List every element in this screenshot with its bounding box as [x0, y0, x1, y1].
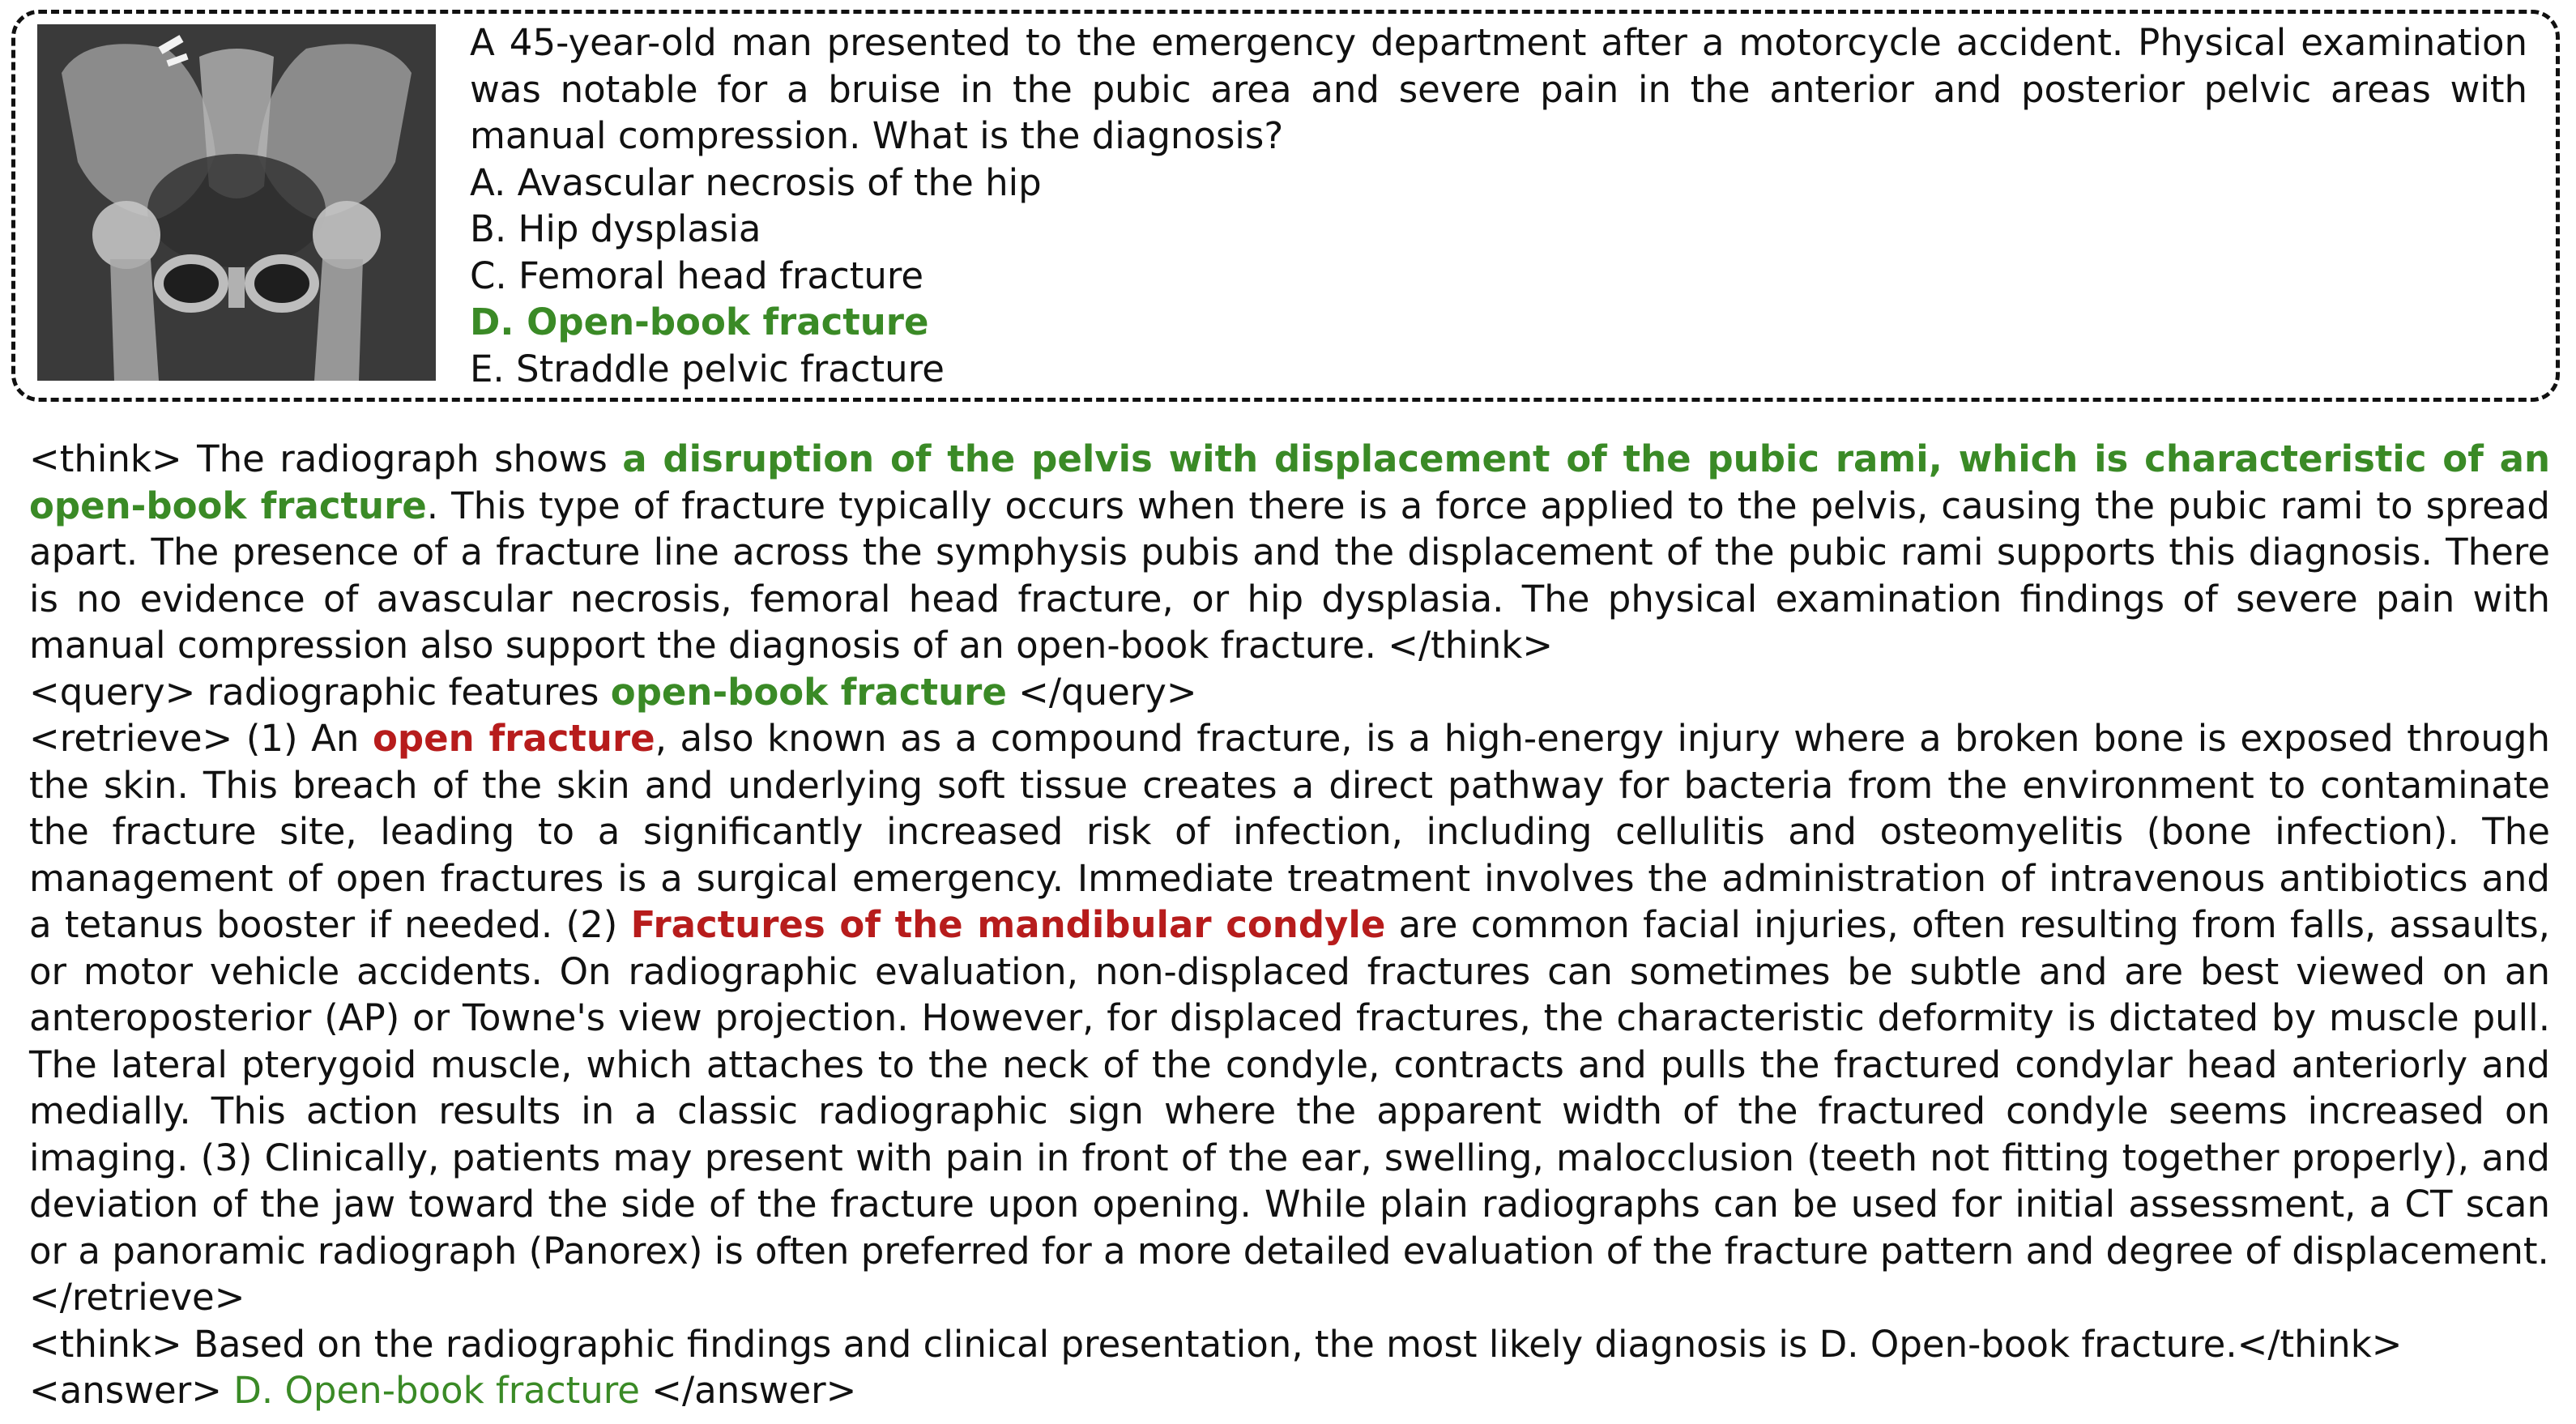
answer-close-tag: </answer>	[639, 1369, 857, 1412]
query-highlight: open-book fracture	[610, 670, 1007, 714]
think-block-2: <think> Based on the radiographic findings and clinical presentation, the most likely diagnosis is D. Open-book fracture.</think>	[29, 1322, 2403, 1366]
retrieve-block	[29, 715, 2550, 1274]
think-close-tag: </think>	[1388, 624, 1554, 667]
option-a: A. Avascular necrosis of the hip	[470, 160, 1042, 204]
query-open-tag: <query>	[29, 670, 196, 714]
retrieve-highlight-mandibular: Fractures of the mandibular condyle	[630, 903, 1386, 946]
retrieve-part1-pre: (1) An	[232, 717, 373, 760]
retrieve-open-tag: <retrieve>	[29, 717, 233, 760]
answer-open-tag: <answer>	[29, 1369, 234, 1412]
think-block-1	[29, 436, 2550, 669]
option-e: E. Straddle pelvic fracture	[470, 347, 945, 390]
option-c: C. Femoral head fracture	[470, 254, 924, 297]
option-b: B. Hip dysplasia	[470, 207, 761, 250]
answer-block	[29, 1367, 2550, 1414]
query-text-pre: radiographic features	[195, 670, 611, 714]
retrieve-close-tag: </retrieve>	[29, 1276, 245, 1319]
think-highlight: a disruption of the pelvis with displacement of the pubic rami, which is characteristic of an open-book fracture	[29, 437, 2550, 527]
retrieve-part1-post: , also known as a compound fracture, is a high-energy injury where a broken bone is exposed through the skin. This breach of the skin and underlying soft tissue creates a direct pathway for bacteria from the environment to contaminate the fracture site, leading to a significantly increased risk of infection, including cellulitis and osteomyelitis (bone infection). The management of open fractures is a surgical emergency. Immediate treatment involves the administration of intravenous antibiotics and a tetanus booster if needed. (2)	[29, 717, 2551, 946]
retrieve-part2-post: are common facial injuries, often resulting from falls, assaults, or motor vehicle accidents. On radiographic evaluation, non-displaced fractures can sometimes be subtle and are best viewed on an anteroposterior (AP) or Towne's view projection. However, for displaced fractures, the characteristic deformity is dictated by muscle pull. The lateral pterygoid muscle, which attaches to the neck of the condyle, contracts and pulls the fractured condylar head anteriorly and medially. This action results in a classic radiographic sign where the apparent width of the fractured condyle seems increased on imaging. (3) Clinically, patients may present with pain in front of the ear, swelling, malocclusion (teeth not fitting together properly), and deviation of the jaw toward the side of the fracture upon opening. While plain radiographs can be used for initial assessment, a CT scan or a panoramic radiograph (Panorex) is often preferred for a more detailed evaluation of the fracture pattern and degree of displacement.	[29, 903, 2550, 1273]
answer-highlight: D. Open-book fracture	[233, 1369, 640, 1412]
query-block	[29, 669, 2550, 716]
think-text-pre: The radiograph shows	[181, 437, 623, 480]
think-text-post: . This type of fracture typically occurs when there is a force applied to the pelvis, causing the pubic rami to spread apart. The presence of a fracture line across the symphysis pubis and the displacement of the pubic rami supports this diagnosis. There is no evidence of avascular necrosis, femoral head fracture, or hip dysplasia. The physical examination findings of severe pain with manual compression also support the diagnosis of an open-book fracture.	[29, 484, 2550, 667]
query-close-tag: </query>	[1006, 670, 1197, 714]
think-open-tag: <think>	[29, 437, 182, 480]
pelvis-xray-image	[37, 24, 436, 381]
question-stem: A 45-year-old man presented to the emergency department after a motorcycle accident. Physical examination was notable for a bruise in the pubic area and severe pain in the anterior and posterior pelvic areas with manual compression. What is the diagnosis?	[470, 21, 2527, 157]
reasoning-trace	[29, 436, 2550, 1414]
option-d-correct: D. Open-book fracture	[470, 301, 929, 343]
question-text-block	[470, 19, 2527, 392]
retrieve-highlight-open-fracture: open fracture	[373, 717, 655, 760]
